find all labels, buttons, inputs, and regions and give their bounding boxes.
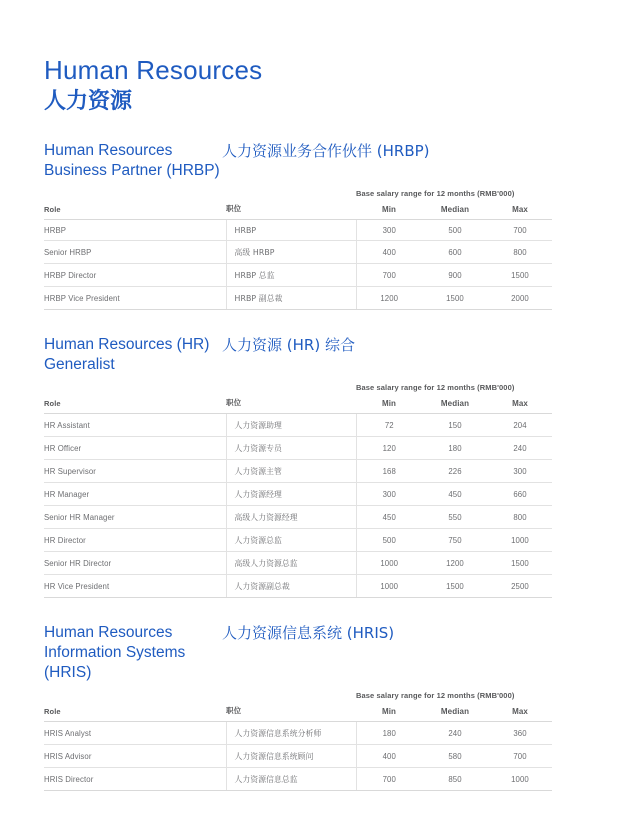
cell-max: 1500 [488, 552, 552, 575]
cell-min: 300 [356, 220, 422, 241]
cell-median: 450 [422, 483, 488, 506]
cell-max: 800 [488, 506, 552, 529]
section-header [44, 623, 593, 683]
table-row [44, 287, 552, 310]
column-header-min: Min [356, 703, 422, 722]
cell-role-en: Senior HR Director [44, 552, 226, 575]
cell-max: 1500 [488, 264, 552, 287]
sections-container [44, 141, 593, 791]
column-header-median: Median [422, 201, 488, 220]
cell-median: 1500 [422, 287, 488, 310]
table-row [44, 220, 552, 241]
cell-role-zh: 高级人力资源总监 [226, 552, 356, 575]
cell-min: 700 [356, 264, 422, 287]
column-header-role-zh: 职位 [226, 703, 356, 722]
salary-section [44, 335, 593, 598]
cell-role-en: Senior HRBP [44, 241, 226, 264]
cell-min: 120 [356, 437, 422, 460]
cell-min: 1000 [356, 575, 422, 598]
table-row [44, 745, 552, 768]
salary-section [44, 623, 593, 791]
cell-min: 300 [356, 483, 422, 506]
cell-max: 1000 [488, 529, 552, 552]
cell-role-zh: 人力资源经理 [226, 483, 356, 506]
cell-min: 180 [356, 722, 422, 745]
cell-role-zh: 人力资源总监 [226, 529, 356, 552]
table-row [44, 529, 552, 552]
cell-role-zh: HRBP [226, 220, 356, 241]
table-row [44, 768, 552, 791]
cell-role-en: HR Supervisor [44, 460, 226, 483]
cell-median: 500 [422, 220, 488, 241]
cell-min: 500 [356, 529, 422, 552]
cell-median: 1500 [422, 575, 488, 598]
cell-median: 900 [422, 264, 488, 287]
cell-min: 168 [356, 460, 422, 483]
column-header-median: Median [422, 395, 488, 414]
cell-max: 800 [488, 241, 552, 264]
salary-section [44, 141, 593, 310]
table-row [44, 460, 552, 483]
cell-min: 72 [356, 414, 422, 437]
cell-max: 300 [488, 460, 552, 483]
cell-min: 1200 [356, 287, 422, 310]
cell-median: 1200 [422, 552, 488, 575]
cell-median: 750 [422, 529, 488, 552]
cell-median: 580 [422, 745, 488, 768]
salary-range-caption: Base salary range for 12 months (RMB'000) [356, 691, 515, 700]
cell-role-en: Senior HR Manager [44, 506, 226, 529]
table-row [44, 483, 552, 506]
cell-role-zh: HRBP 副总裁 [226, 287, 356, 310]
section-title-en: Human Resources (HR) Generalist [44, 336, 210, 373]
cell-min: 400 [356, 745, 422, 768]
table-row [44, 575, 552, 598]
cell-max: 700 [488, 220, 552, 241]
cell-role-en: HRBP Vice President [44, 287, 226, 310]
salary-table [44, 201, 552, 310]
cell-role-zh: 高级 HRBP [226, 241, 356, 264]
cell-role-zh: 人力资源信息系统分析师 [226, 722, 356, 745]
cell-role-en: HRBP [44, 220, 226, 241]
cell-median: 150 [422, 414, 488, 437]
cell-role-zh: 人力资源专员 [226, 437, 356, 460]
cell-role-zh: 人力资源助理 [226, 414, 356, 437]
cell-role-en: HR Director [44, 529, 226, 552]
column-header-role-en: Role [44, 703, 226, 722]
cell-role-zh: 人力资源信息系统顾问 [226, 745, 356, 768]
cell-min: 450 [356, 506, 422, 529]
table-row [44, 437, 552, 460]
table-row [44, 506, 552, 529]
cell-role-en: HRIS Advisor [44, 745, 226, 768]
page-title [44, 0, 593, 116]
table-row [44, 552, 552, 575]
cell-median: 600 [422, 241, 488, 264]
page-title-zh: 人力资源 [44, 89, 133, 114]
cell-median: 180 [422, 437, 488, 460]
cell-median: 240 [422, 722, 488, 745]
column-header-min: Min [356, 395, 422, 414]
cell-max: 660 [488, 483, 552, 506]
table-row [44, 722, 552, 745]
cell-max: 2000 [488, 287, 552, 310]
cell-max: 1000 [488, 768, 552, 791]
column-header-max: Max [488, 703, 552, 722]
column-header-role-zh: 职位 [226, 201, 356, 220]
cell-min: 700 [356, 768, 422, 791]
column-header-role-zh: 职位 [226, 395, 356, 414]
salary-table [44, 703, 552, 791]
cell-min: 400 [356, 241, 422, 264]
cell-max: 2500 [488, 575, 552, 598]
section-title-en: Human Resources Information Systems (HRIS) [44, 624, 186, 681]
table-header-row [44, 395, 552, 414]
cell-role-zh: 人力资源副总裁 [226, 575, 356, 598]
column-header-min: Min [356, 201, 422, 220]
cell-max: 700 [488, 745, 552, 768]
cell-role-en: HRBP Director [44, 264, 226, 287]
cell-median: 850 [422, 768, 488, 791]
section-header [44, 335, 593, 375]
cell-role-en: HR Officer [44, 437, 226, 460]
cell-max: 204 [488, 414, 552, 437]
column-header-max: Max [488, 201, 552, 220]
cell-max: 240 [488, 437, 552, 460]
cell-role-en: HR Vice President [44, 575, 226, 598]
table-row [44, 241, 552, 264]
section-title-zh: 人力资源业务合作伙伴 (HRBP) [222, 142, 430, 160]
table-header-row [44, 703, 552, 722]
section-title-zh: 人力资源 (HR) 综合 [222, 336, 355, 354]
cell-max: 360 [488, 722, 552, 745]
cell-min: 1000 [356, 552, 422, 575]
column-header-median: Median [422, 703, 488, 722]
cell-role-en: HR Assistant [44, 414, 226, 437]
cell-role-zh: 人力资源主管 [226, 460, 356, 483]
column-header-max: Max [488, 395, 552, 414]
cell-role-zh: 人力资源信息总监 [226, 768, 356, 791]
cell-role-en: HRIS Director [44, 768, 226, 791]
cell-role-zh: HRBP 总监 [226, 264, 356, 287]
table-row [44, 414, 552, 437]
table-header-row [44, 201, 552, 220]
cell-role-zh: 高级人力资源经理 [226, 506, 356, 529]
salary-range-caption: Base salary range for 12 months (RMB'000) [356, 383, 515, 392]
page-title-en: Human Resources [44, 55, 263, 85]
column-header-role-en: Role [44, 201, 226, 220]
section-title-zh: 人力资源信息系统 (HRIS) [222, 624, 395, 642]
section-header [44, 141, 593, 181]
table-row [44, 264, 552, 287]
salary-range-caption: Base salary range for 12 months (RMB'000) [356, 189, 515, 198]
cell-median: 550 [422, 506, 488, 529]
cell-role-en: HRIS Analyst [44, 722, 226, 745]
cell-median: 226 [422, 460, 488, 483]
column-header-role-en: Role [44, 395, 226, 414]
salary-table [44, 395, 552, 598]
section-title-en: Human Resources Business Partner (HRBP) [44, 142, 220, 179]
cell-role-en: HR Manager [44, 483, 226, 506]
